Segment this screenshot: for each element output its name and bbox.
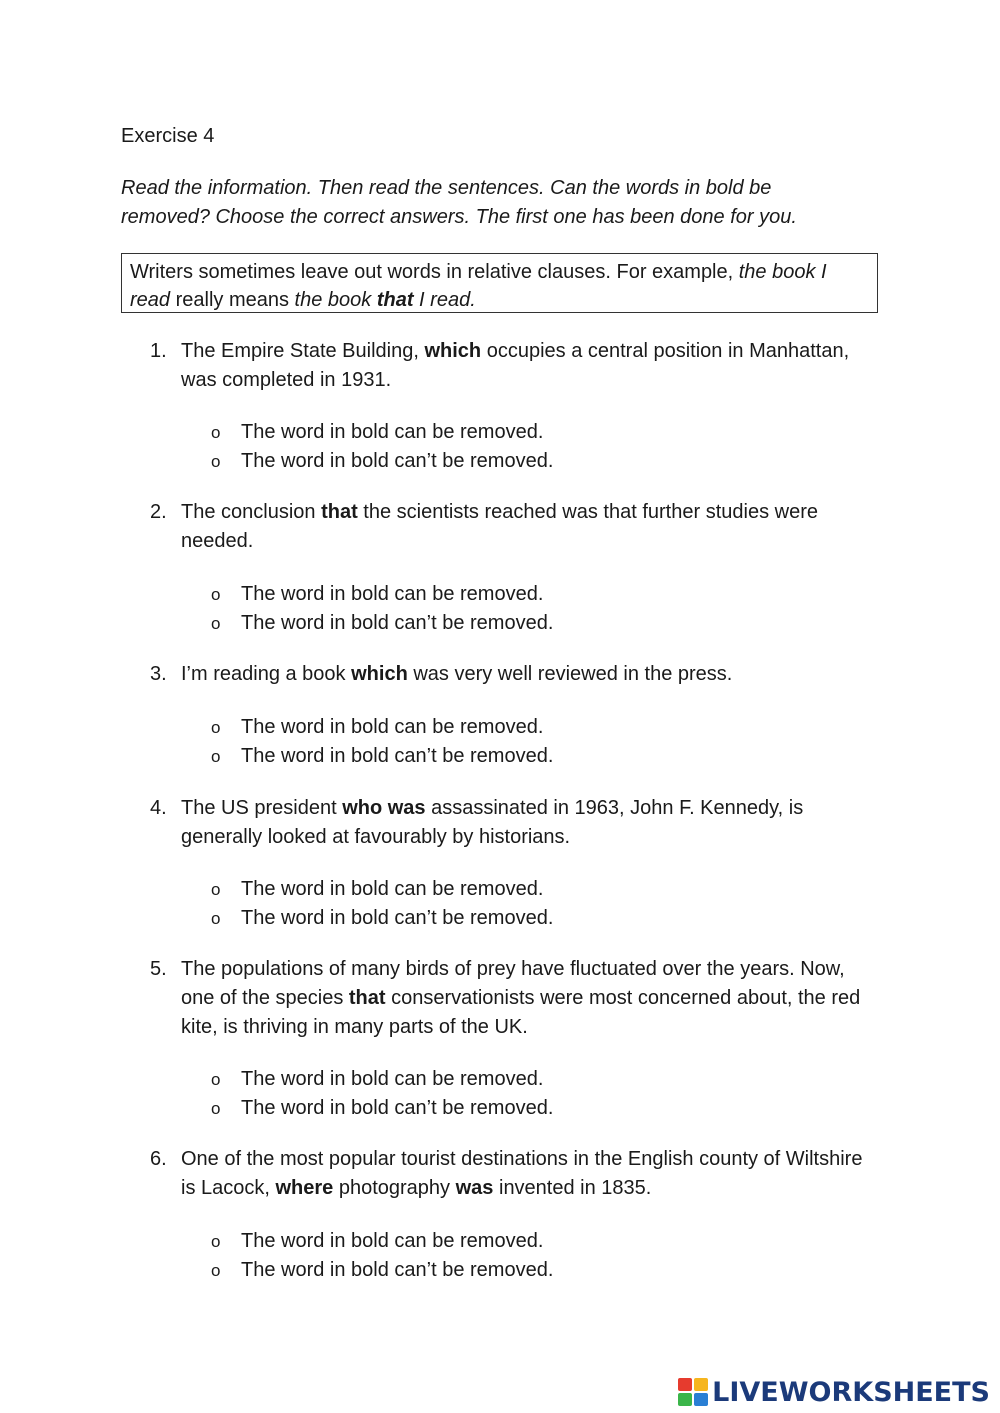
option-can-remove[interactable] <box>211 580 553 609</box>
option-label: The word in bold can’t be removed. <box>241 611 554 634</box>
question-1 <box>150 337 870 395</box>
bold-word: where <box>275 1177 334 1199</box>
info-text-2: really means <box>170 289 295 311</box>
option-label: The word in bold can be removed. <box>241 1230 544 1252</box>
question-text-part: conservationists were most concerned about, the red kite, is thriving in many parts of the UK. <box>181 987 861 1038</box>
radio-bullet-icon[interactable]: o <box>211 585 221 604</box>
info-example-1: the book I read <box>130 261 827 311</box>
bold-word: was <box>455 1177 494 1199</box>
question-number: 4. <box>150 797 167 819</box>
option-can-remove[interactable] <box>211 875 553 904</box>
exercise-title: Exercise 4 <box>121 125 215 147</box>
question-text-part: the scientists reached was that further studies were needed. <box>181 501 818 552</box>
option-cant-remove[interactable] <box>211 609 553 638</box>
question-number: 5. <box>150 958 167 980</box>
options-4 <box>211 875 553 932</box>
question-5 <box>150 955 870 1042</box>
option-cant-remove[interactable] <box>211 904 553 933</box>
bold-word: which <box>424 340 482 362</box>
question-text-part: photography <box>333 1177 456 1199</box>
option-cant-remove[interactable] <box>211 742 553 771</box>
instructions: Read the information. Then read the sentences. Can the words in bold be removed? Choose the correct answers. The first one has been done for you. <box>121 177 797 228</box>
option-label: The word in bold can’t be removed. <box>241 1258 554 1281</box>
options-2 <box>211 580 553 637</box>
option-can-remove[interactable] <box>211 713 553 742</box>
options-5 <box>211 1065 553 1122</box>
question-number: 2. <box>150 501 167 523</box>
question-4 <box>150 794 870 852</box>
radio-bullet-icon[interactable]: o <box>211 451 221 471</box>
question-text-part: occupies a central position in Manhattan, was completed in 1931. <box>181 340 850 391</box>
info-example-2: the book <box>294 289 377 311</box>
radio-bullet-icon[interactable]: o <box>211 718 221 737</box>
question-3 <box>150 660 870 689</box>
question-text <box>181 794 870 852</box>
option-label: The word in bold can be removed. <box>241 583 544 605</box>
info-box <box>121 253 878 313</box>
option-label: The word in bold can’t be removed. <box>241 449 554 472</box>
question-text-part: The populations of many birds of prey have fluctuated over the years. Now, one of the species <box>181 958 845 1009</box>
options-3 <box>211 713 553 770</box>
option-can-remove[interactable] <box>211 1227 553 1256</box>
radio-bullet-icon[interactable]: o <box>211 613 221 633</box>
question-text-part: I’m reading a book <box>181 663 352 685</box>
logo-square-green <box>678 1393 692 1406</box>
radio-bullet-icon[interactable]: o <box>211 908 221 928</box>
logo-square-blue <box>694 1393 708 1406</box>
radio-bullet-icon[interactable]: o <box>211 423 221 442</box>
bold-word: which <box>351 663 408 685</box>
option-label: The word in bold can be removed. <box>241 421 544 443</box>
bold-word: that <box>348 987 386 1009</box>
question-2 <box>150 498 870 556</box>
option-can-remove[interactable] <box>211 1065 553 1094</box>
logo-text: LIVEWORKSHEETS <box>712 1376 990 1408</box>
question-text-part: assassinated in 1963, John F. Kennedy, is generally looked at favourably by historians. <box>181 797 804 848</box>
radio-bullet-icon[interactable]: o <box>211 1260 221 1280</box>
question-text <box>181 955 870 1042</box>
radio-bullet-icon[interactable]: o <box>211 880 221 899</box>
question-text <box>181 660 870 689</box>
bold-word: who was <box>342 797 426 819</box>
option-label: The word in bold can be removed. <box>241 878 544 900</box>
liveworksheets-logo-icon <box>678 1378 708 1406</box>
info-text-1: Writers sometimes leave out words in relative clauses. For example, <box>130 261 739 283</box>
question-text <box>181 337 870 395</box>
question-text-part: The US president <box>181 797 343 819</box>
radio-bullet-icon[interactable]: o <box>211 1098 221 1118</box>
option-can-remove[interactable] <box>211 418 553 447</box>
option-label: The word in bold can’t be removed. <box>241 744 554 767</box>
bold-word: that <box>321 501 358 523</box>
option-cant-remove[interactable] <box>211 447 553 476</box>
option-label: The word in bold can’t be removed. <box>241 906 554 929</box>
radio-bullet-icon[interactable]: o <box>211 1232 221 1251</box>
info-example-bold: that <box>376 289 414 311</box>
question-text-part: One of the most popular tourist destinations in the English county of Wiltshire is Lacock, <box>181 1148 863 1199</box>
question-6 <box>150 1145 870 1203</box>
radio-bullet-icon[interactable]: o <box>211 746 221 766</box>
question-text-part: was very well reviewed in the press. <box>407 663 733 685</box>
options-1 <box>211 418 553 475</box>
option-cant-remove[interactable] <box>211 1094 553 1123</box>
question-text-part: invented in 1835. <box>493 1177 652 1199</box>
option-label: The word in bold can be removed. <box>241 1068 544 1090</box>
logo-square-yellow <box>694 1378 708 1391</box>
options-6 <box>211 1227 553 1284</box>
option-cant-remove[interactable] <box>211 1256 553 1285</box>
logo-square-red <box>678 1378 692 1391</box>
question-text-part: The conclusion <box>181 501 322 523</box>
question-number: 6. <box>150 1148 167 1170</box>
info-example-3: I read. <box>413 289 476 311</box>
option-label: The word in bold can’t be removed. <box>241 1096 554 1119</box>
question-text-part: The Empire State Building, <box>181 340 425 362</box>
liveworksheets-logo[interactable] <box>678 1372 990 1412</box>
question-text <box>181 1145 870 1203</box>
option-label: The word in bold can be removed. <box>241 716 544 738</box>
question-text <box>181 498 870 556</box>
question-number: 1. <box>150 340 167 362</box>
radio-bullet-icon[interactable]: o <box>211 1070 221 1089</box>
question-number: 3. <box>150 663 167 685</box>
